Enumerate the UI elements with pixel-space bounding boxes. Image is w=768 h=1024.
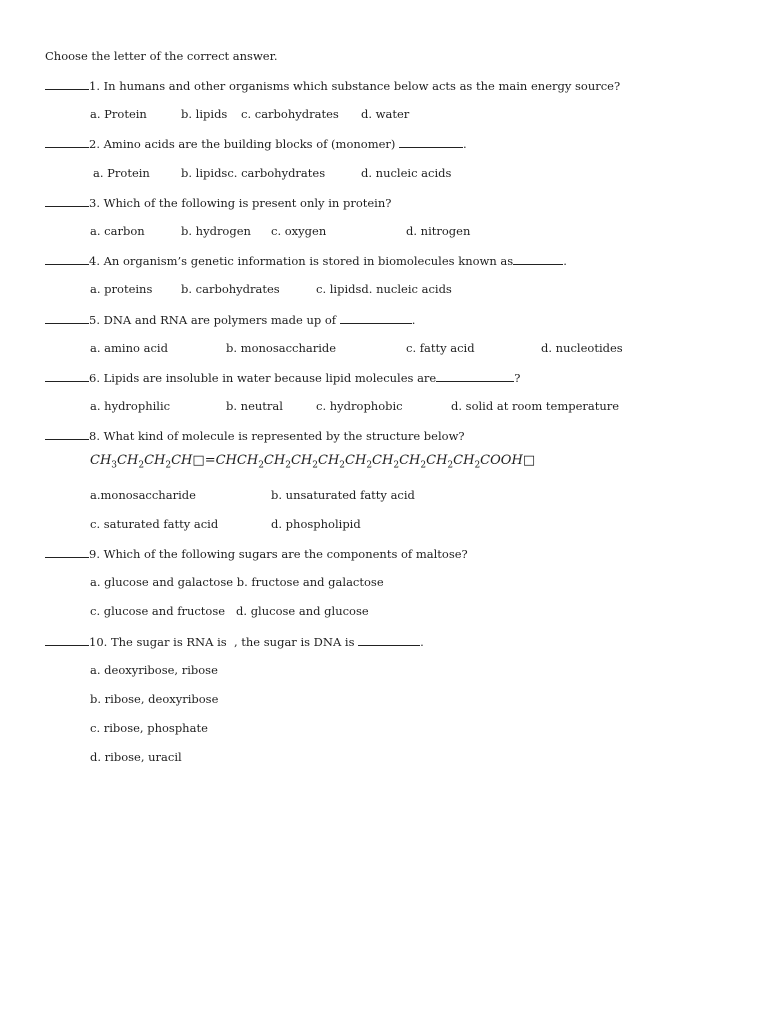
- question-text: 5. DNA and RNA are polymers made up of: [89, 313, 337, 327]
- option-cd[interactable]: c. lipidsd. nucleic acids: [316, 282, 452, 296]
- question-text: 2. Amino acids are the building blocks of (monomer): [89, 137, 396, 151]
- option-b[interactable]: b. lipids: [181, 107, 228, 121]
- question-text: 8. What kind of molecule is represented by the structure below?: [89, 429, 465, 443]
- fill-blank[interactable]: [340, 311, 412, 324]
- option-c[interactable]: c. oxygen: [271, 224, 327, 238]
- answer-blank[interactable]: [45, 369, 89, 382]
- fill-blank[interactable]: [436, 369, 514, 382]
- fill-blank[interactable]: [513, 252, 563, 265]
- option-a[interactable]: a. Protein: [90, 107, 147, 121]
- answer-blank[interactable]: [45, 135, 89, 148]
- question-text: 3. Which of the following is present only in protein?: [89, 196, 392, 210]
- option-d[interactable]: d. solid at room temperature: [451, 399, 620, 413]
- option-b[interactable]: b. carbohydrates: [181, 282, 280, 296]
- question-2: [45, 135, 467, 152]
- option-ab[interactable]: a. glucose and galactose b. fructose and galactose: [90, 575, 384, 589]
- fill-blank[interactable]: [399, 135, 463, 148]
- option-c[interactable]: c. ribose, phosphate: [90, 721, 208, 735]
- answer-blank[interactable]: [45, 252, 89, 265]
- option-cd[interactable]: c. glucose and fructose d. glucose and glucose: [90, 604, 369, 618]
- question-text: 10. The sugar is RNA is , the sugar is DNA is: [89, 635, 355, 649]
- answer-blank[interactable]: [45, 545, 89, 558]
- question-end: .: [420, 635, 424, 649]
- option-b[interactable]: b. unsaturated fatty acid: [271, 488, 415, 502]
- question-end: .: [463, 137, 467, 151]
- option-b[interactable]: b. ribose, deoxyribose: [90, 692, 219, 706]
- question-end: .: [563, 254, 567, 268]
- option-a[interactable]: a. amino acid: [90, 341, 168, 355]
- question-text: 9. Which of the following sugars are the components of maltose?: [89, 547, 468, 561]
- option-d[interactable]: d. ribose, uracil: [90, 750, 182, 764]
- option-d[interactable]: d. water: [361, 107, 410, 121]
- option-a[interactable]: a. carbon: [90, 224, 145, 238]
- answer-blank[interactable]: [45, 194, 89, 207]
- question-6: [45, 369, 520, 386]
- option-bc[interactable]: b. lipidsc. carbohydrates: [181, 166, 326, 180]
- question-9: [45, 545, 468, 562]
- instructions: Choose the letter of the correct answer.: [45, 49, 278, 63]
- question-end: ?: [514, 371, 521, 385]
- option-b[interactable]: b. neutral: [226, 399, 283, 413]
- option-d[interactable]: d. nitrogen: [406, 224, 471, 238]
- answer-blank[interactable]: [45, 311, 89, 324]
- answer-blank[interactable]: [45, 427, 89, 440]
- fill-blank[interactable]: [358, 633, 420, 646]
- option-c[interactable]: c. saturated fatty acid: [90, 517, 219, 531]
- question-5: [45, 311, 415, 328]
- question-4: [45, 252, 567, 269]
- question-3: [45, 194, 391, 211]
- option-b[interactable]: b. monosaccharide: [226, 341, 337, 355]
- option-b[interactable]: b. hydrogen: [181, 224, 251, 238]
- question-text: 1. In humans and other organisms which substance below acts as the main energy source?: [89, 79, 621, 93]
- option-a[interactable]: a. proteins: [90, 282, 153, 296]
- question-1: [45, 77, 620, 94]
- answer-blank[interactable]: [45, 633, 89, 646]
- option-c[interactable]: c. hydrophobic: [316, 399, 403, 413]
- question-text: 4. An organism’s genetic information is stored in biomolecules known as: [89, 254, 514, 268]
- option-d[interactable]: d. nucleic acids: [361, 166, 452, 180]
- option-a[interactable]: a. Protein: [93, 166, 150, 180]
- option-a[interactable]: a. deoxyribose, ribose: [90, 663, 218, 677]
- option-d[interactable]: d. nucleotides: [541, 341, 623, 355]
- option-a[interactable]: a.monosaccharide: [90, 488, 196, 502]
- question-10: [45, 633, 424, 650]
- question-8: [45, 427, 465, 444]
- question-end: .: [411, 313, 416, 327]
- option-c[interactable]: c. fatty acid: [406, 341, 475, 355]
- option-c[interactable]: c. carbohydrates: [241, 107, 339, 121]
- option-a[interactable]: a. hydrophilic: [90, 399, 171, 413]
- answer-blank[interactable]: [45, 77, 89, 90]
- chemical-structure-formula: $CH_3CH_2CH_2CH□=CHCH_2CH_2CH_2CH_2CH_2CH_2CH_2CH_2CH_2COOH□$: [90, 453, 536, 471]
- question-text: 6. Lipids are insoluble in water because lipid molecules are: [89, 371, 437, 385]
- option-d[interactable]: d. phospholipid: [271, 517, 361, 531]
